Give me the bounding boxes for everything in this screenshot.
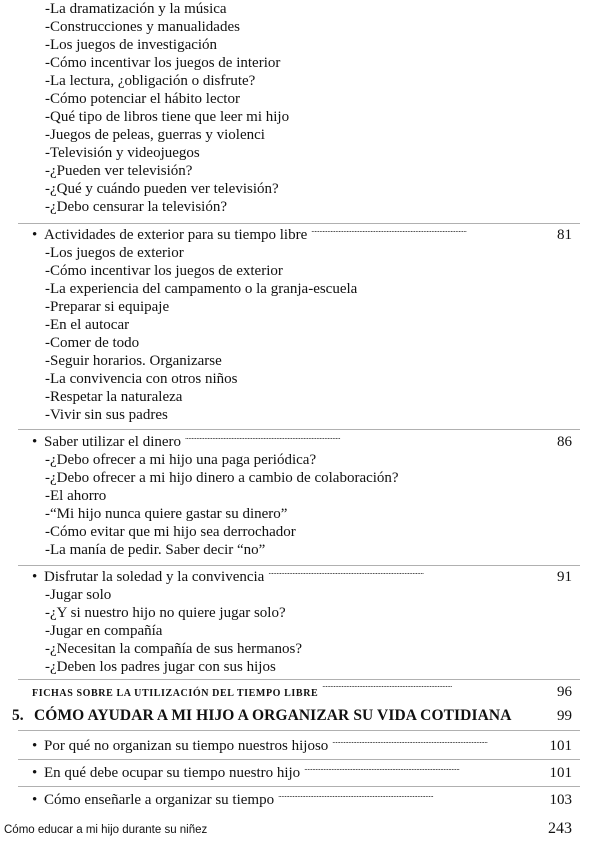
section-divider xyxy=(18,730,580,731)
toc-subitem: -Cómo evitar que mi hijo sea derrochador xyxy=(45,524,296,540)
bullet-icon: • xyxy=(32,738,38,754)
dot-leader xyxy=(322,686,553,696)
footer-book-title: Cómo educar a mi hijo durante su niñez xyxy=(4,824,208,836)
toc-subitem: -Juegos de peleas, guerras y violenci xyxy=(45,127,265,143)
toc-subitem: -Seguir horarios. Organizarse xyxy=(45,353,222,369)
section-title: Por qué no organizan su tiempo nuestros hijoso xyxy=(44,738,329,754)
fichas-title: FICHAS SOBRE LA UTILIZACIÓN DEL TIEMPO LIBRE xyxy=(32,688,319,699)
toc-chapter-entry[interactable] xyxy=(12,707,572,725)
toc-section-entry[interactable] xyxy=(32,433,572,451)
toc-subitem: -¿Qué y cuándo pueden ver televisión? xyxy=(45,181,279,197)
page-number: 96 xyxy=(557,684,572,700)
toc-subitem: -Los juegos de investigación xyxy=(45,37,218,53)
section-title: Saber utilizar el dinero xyxy=(44,434,182,450)
page-number: 86 xyxy=(557,434,572,450)
bullet-icon: • xyxy=(32,434,38,450)
page-number: 99 xyxy=(557,708,572,724)
page-number: 101 xyxy=(549,765,572,781)
section-title: Disfrutar la soledad y la convivencia xyxy=(44,569,265,585)
toc-section-entry[interactable] xyxy=(32,791,572,809)
section-divider xyxy=(18,679,580,680)
toc-subitem: -Los juegos de exterior xyxy=(45,245,184,261)
page-number: 101 xyxy=(549,738,572,754)
toc-subitem: -Jugar solo xyxy=(45,587,112,603)
dot-leader xyxy=(185,434,548,446)
toc-subitem: -La dramatización y la música xyxy=(45,1,227,17)
bullet-icon: • xyxy=(32,227,38,243)
dot-leader xyxy=(278,792,545,804)
toc-subitem: -Cómo incentivar los juegos de interior xyxy=(45,55,281,71)
page-number: 91 xyxy=(557,569,572,585)
toc-subitem: -Respetar la naturaleza xyxy=(45,389,183,405)
toc-subitem: -¿Debo ofrecer a mi hijo dinero a cambio de colaboración? xyxy=(45,470,399,486)
toc-subitem: -¿Y si nuestro hijo no quiere jugar solo? xyxy=(45,605,286,621)
section-divider xyxy=(18,786,580,787)
dot-leader xyxy=(268,569,548,581)
section-title: Actividades de exterior para su tiempo libre xyxy=(44,227,308,243)
bullet-icon: • xyxy=(32,569,38,585)
toc-subitem: -La lectura, ¿obligación o disfrute? xyxy=(45,73,256,89)
section-divider xyxy=(18,759,580,760)
toc-section-entry[interactable] xyxy=(32,764,572,782)
toc-section-entry[interactable] xyxy=(32,568,572,586)
toc-subitem: -Construcciones y manualidades xyxy=(45,19,240,35)
toc-subitem: -Cómo incentivar los juegos de exterior xyxy=(45,263,283,279)
section-divider xyxy=(18,565,580,566)
footer-page-number: 243 xyxy=(548,820,572,837)
dot-leader xyxy=(311,227,548,239)
bullet-icon: • xyxy=(32,792,38,808)
page-footer xyxy=(4,820,572,838)
toc-subitem: -¿Pueden ver televisión? xyxy=(45,163,193,179)
toc-subitem: -¿Deben los padres jugar con sus hijos xyxy=(45,659,276,675)
toc-subitem: -Qué tipo de libros tiene que leer mi hijo xyxy=(45,109,290,125)
toc-subitem: -“Mi hijo nunca quiere gastar su dinero” xyxy=(45,506,288,522)
toc-fichas-entry[interactable] xyxy=(32,684,572,701)
dot-leader xyxy=(332,738,545,750)
toc-subitem: -Comer de todo xyxy=(45,335,140,351)
toc-subitem: -La manía de pedir. Saber decir “no” xyxy=(45,542,266,558)
section-divider xyxy=(18,223,580,224)
section-title: Cómo enseñarle a organizar su tiempo xyxy=(44,792,275,808)
toc-subitem: -La convivencia con otros niños xyxy=(45,371,238,387)
toc-subitem: -Cómo potenciar el hábito lector xyxy=(45,91,240,107)
toc-subitem: -El ahorro xyxy=(45,488,107,504)
section-title: En qué debe ocupar su tiempo nuestro hijo xyxy=(44,765,301,781)
toc-subitem: -¿Necesitan la compañía de sus hermanos? xyxy=(45,641,302,657)
toc-subitem: -Jugar en compañía xyxy=(45,623,163,639)
toc-subitem: -En el autocar xyxy=(45,317,130,333)
toc-subitem: -La experiencia del campamento o la granja-escuela xyxy=(45,281,358,297)
dot-leader xyxy=(304,765,545,777)
bullet-icon: • xyxy=(32,765,38,781)
chapter-number: 5. xyxy=(12,707,24,724)
toc-section-entry[interactable] xyxy=(32,226,572,244)
section-divider xyxy=(18,429,580,430)
toc-subitem: -Vivir sin sus padres xyxy=(45,407,168,423)
toc-section-entry[interactable] xyxy=(32,737,572,755)
page-number: 81 xyxy=(557,227,572,243)
toc-subitem: -Televisión y videojuegos xyxy=(45,145,200,161)
toc-subitem: -¿Debo censurar la televisión? xyxy=(45,199,227,215)
page-number: 103 xyxy=(549,792,572,808)
chapter-title: CÓMO AYUDAR A MI HIJO A ORGANIZAR SU VIDA COTIDIANA xyxy=(34,707,512,724)
toc-subitem: -¿Debo ofrecer a mi hijo una paga periódica? xyxy=(45,452,317,468)
toc-subitem: -Preparar si equipaje xyxy=(45,299,170,315)
